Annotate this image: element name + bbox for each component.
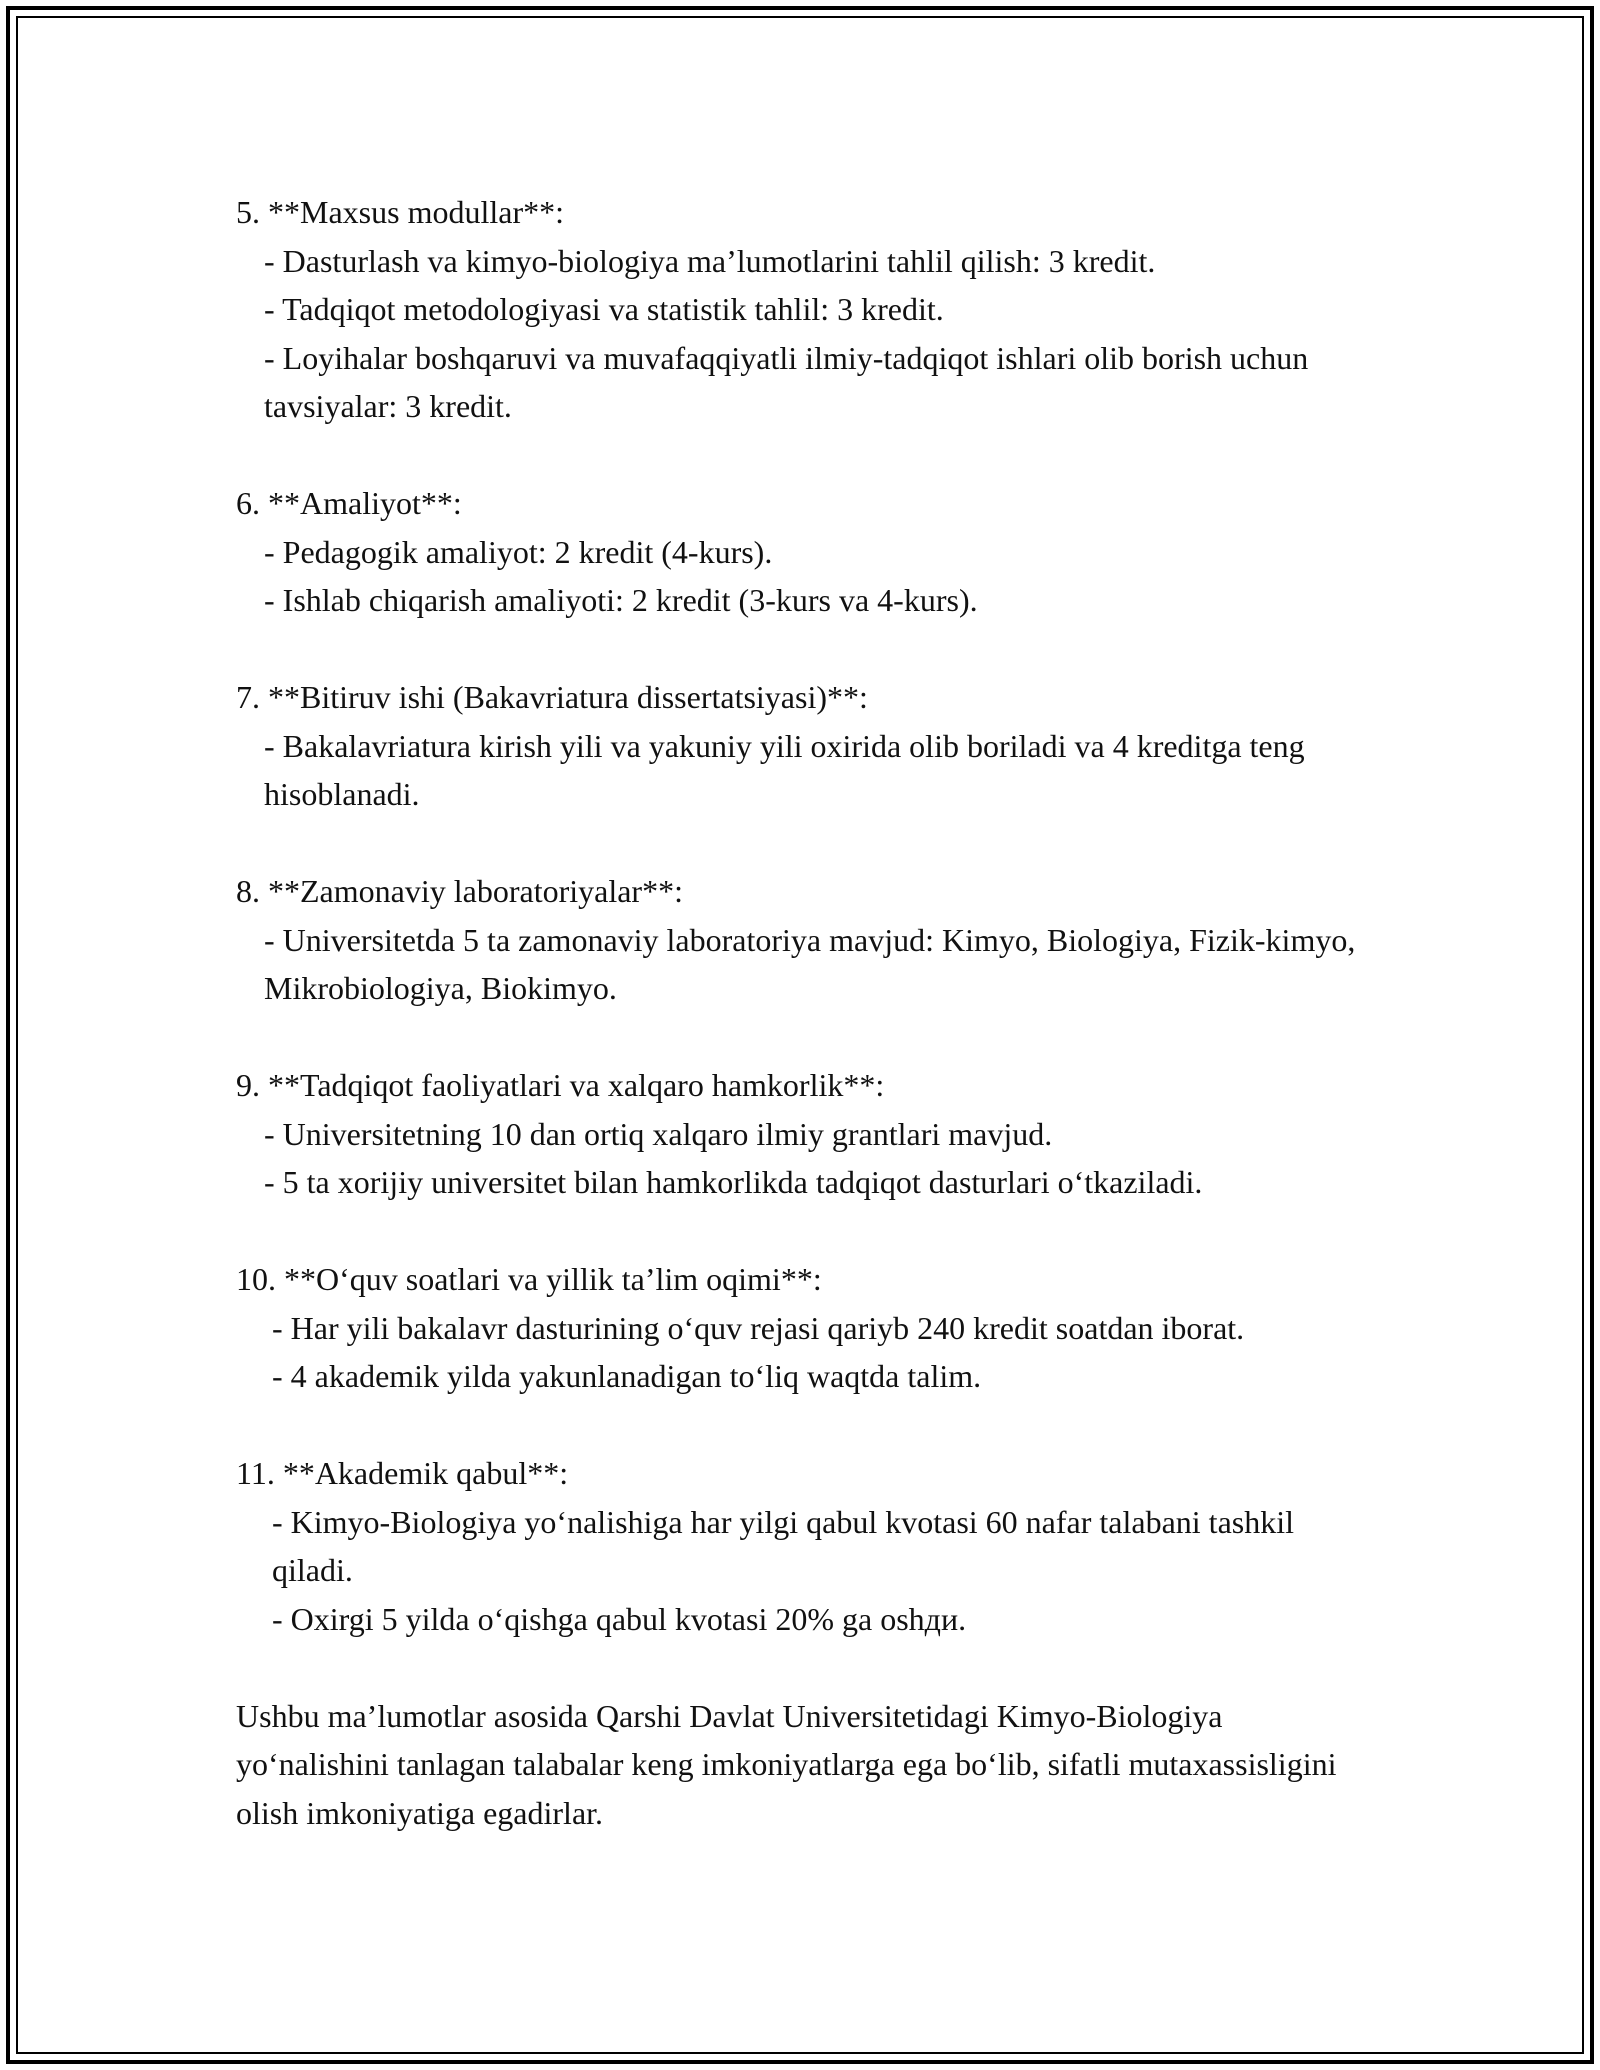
- document-body: [236, 188, 1376, 1837]
- section-akademik-qabul: [236, 1449, 1376, 1643]
- closing-paragraph: Ushbu ma’lumotlar asosida Qarshi Davlat Universitetidagi Kimyo-Biologiya yo‘nalishini tanlagan talabalar keng imkoniyatlarga ega bo‘lib, sifatli mutaxassisligini olish imkoniyatiga egadirlar.: [236, 1697, 1337, 1831]
- section-heading: 8. **Zamonaviy laboratoriyalar**:: [236, 873, 683, 909]
- list-item: - Har yili bakalavr dasturining o‘quv rejasi qariyb 240 kredit soatdan iborat.: [272, 1309, 1245, 1346]
- list-item: - Loyihalar boshqaruvi va muvafaqqiyatli ilmiy-tadqiqot ishlari olib borish uchun tavsiyalar: 3 kredit.: [264, 339, 1317, 424]
- list-item: - Dasturlash va kimyo-biologiya ma’lumotlarini tahlil qilish: 3 kredit.: [264, 242, 1156, 279]
- list-item: - Pedagogik amaliyot: 2 kredit (4-kurs).: [264, 533, 773, 570]
- list-item: - Tadqiqot metodologiyasi va statistik tahlil: 3 kredit.: [264, 291, 944, 327]
- section-heading: 5. **Maxsus modullar**:: [236, 194, 564, 230]
- section-heading: 10. **O‘quv soatlari va yillik ta’lim oqimi**:: [236, 1261, 822, 1297]
- list-item: - 5 ta xorijiy universitet bilan hamkorlikda tadqiqot dasturlari o‘tkaziladi.: [264, 1164, 1203, 1200]
- list-item: - Oxirgi 5 yilda o‘qishga qabul kvotasi 20% ga oshди.: [272, 1600, 967, 1637]
- section-heading: 6. **Amaliyot**:: [236, 485, 462, 521]
- section-heading: 11. **Akademik qabul**:: [236, 1455, 569, 1491]
- list-item: - Kimyo-Biologiya yo‘nalishiga har yilgi qabul kvotasi 60 nafar talabani tashkil qiladi.: [272, 1503, 1302, 1588]
- list-item: - 4 akademik yilda yakunlanadigan to‘liq waqtda talim.: [272, 1358, 982, 1394]
- section-tadqiqot-faoliyatlari: [236, 1061, 1376, 1207]
- section-bitiruv-ishi: [236, 673, 1376, 819]
- section-oquv-soatlari: [236, 1255, 1376, 1401]
- section-heading: 7. **Bitiruv ishi (Bakavriatura dissertatsiyasi)**:: [236, 679, 868, 715]
- section-heading: 9. **Tadqiqot faoliyatlari va xalqaro hamkorlik**:: [236, 1067, 885, 1103]
- section-zamonaviy-laboratoriyalar: [236, 867, 1376, 1013]
- list-item: - Ishlab chiqarish amaliyoti: 2 kredit (3-kurs va 4-kurs).: [264, 582, 978, 618]
- section-maxsus-modullar: [236, 188, 1376, 431]
- list-item: - Bakalavriatura kirish yili va yakuniy yili oxirida olib boriladi va 4 kreditga teng hisoblanadi.: [264, 727, 1313, 812]
- list-item: - Universitetning 10 dan ortiq xalqaro ilmiy grantlari mavjud.: [264, 1115, 1053, 1152]
- section-amaliyot: [236, 479, 1376, 625]
- list-item: - Universitetda 5 ta zamonaviy laboratoriya mavjud: Kimyo, Biologiya, Fizik-kimyo, Mikrobiologiya, Biokimyo.: [264, 921, 1364, 1006]
